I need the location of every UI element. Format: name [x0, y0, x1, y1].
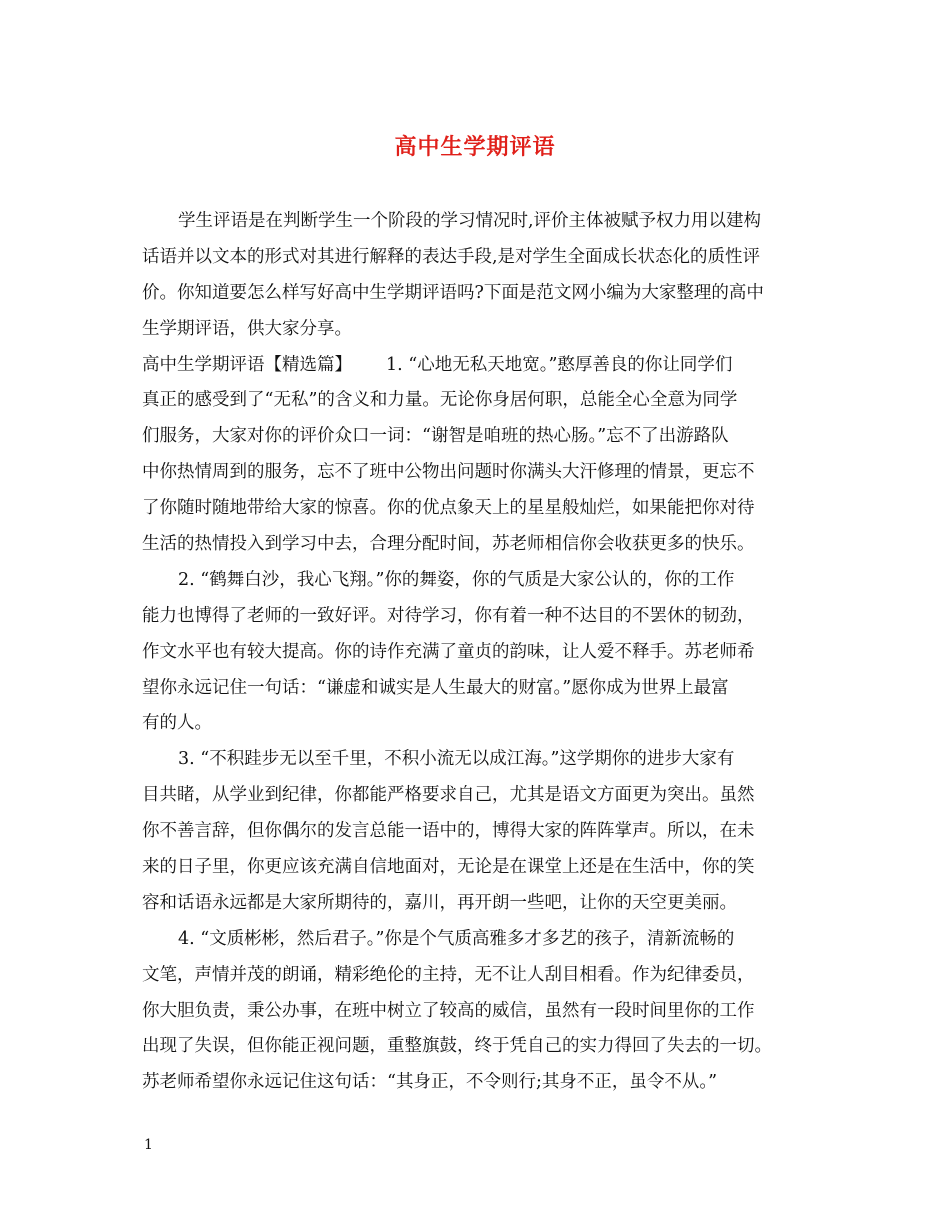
paragraph-line: 有的人。 — [142, 713, 212, 734]
paragraph-line: 苏老师希望你永远记住这句话：“其身正，不令则行;其身不正，虽令不从。” — [142, 1072, 718, 1093]
paragraph-line: 了你随时随地带给大家的惊喜。你的优点象天上的星星般灿烂，如果能把你对待 — [142, 498, 755, 519]
page-number: 1 — [144, 1137, 153, 1153]
section-heading-line — [142, 348, 822, 384]
paragraph-line: 价。你知道要怎么样写好高中生学期评语吗?下面是范文网小编为大家整理的高中 — [142, 282, 764, 303]
section-heading: 高中生学期评语【精选篇】 — [142, 354, 352, 375]
paragraph-line: 真正的感受到了“无私”的含义和力量。无论你身居何职，总能全心全意为同学 — [142, 390, 738, 411]
paragraph-line: 们服务，大家对你的评价众口一词：“谢智是咱班的热心肠。”忘不了出游路队 — [142, 426, 729, 447]
paragraph-line: 2. “鹤舞白沙，我心飞翔。”你的舞姿，你的气质是大家公认的，你的工作 — [178, 569, 735, 590]
paragraph-line: 出现了失误，但你能正视问题，重整旗鼓，终于凭自己的实力得回了失去的一切。 — [142, 1036, 772, 1057]
document-title: 高中生学期评语 — [394, 135, 556, 160]
paragraph-line: 中你热情周到的服务，忘不了班中公物出问题时你满头大汗修理的情景，更忘不 — [142, 462, 755, 483]
paragraph-line: 文笔，声情并茂的朗诵，精彩绝伦的主持，无不让人刮目相看。作为纪律委员， — [142, 964, 755, 985]
paragraph-line: 4. “文质彬彬，然后君子。”你是个气质高雅多才多艺的孩子，清新流畅的 — [178, 928, 735, 949]
paragraph-line: 来的日子里，你更应该充满自信地面对，无论是在课堂上还是在生活中，你的笑 — [142, 857, 755, 878]
paragraph-line: 作文水平也有较大提高。你的诗作充满了童贞的韵味，让人爱不释手。苏老师希 — [142, 641, 755, 662]
paragraph-line: 学生评语是在判断学生一个阶段的学习情况时,评价主体被赋予权力用以建构 — [178, 211, 762, 231]
document-body — [142, 204, 822, 1101]
paragraph-line: 生学期评语，供大家分享。 — [142, 318, 352, 339]
paragraph-line: 你大胆负责，秉公办事，在班中树立了较高的威信，虽然有一段时间里你的工作 — [142, 1000, 755, 1021]
paragraph-line: 3. “不积跬步无以至千里，不积小流无以成江海。”这学期你的进步大家有 — [178, 749, 735, 770]
paragraph-line: 话语并以文本的形式对其进行解释的表达手段,是对学生全面成长状态化的质性评 — [142, 246, 761, 267]
item-1-start: 1. “心地无私天地宽。”憨厚善良的你让同学们 — [386, 354, 733, 375]
paragraph-line: 容和话语永远都是大家所期待的，嘉川，再开朗一些吧，让你的天空更美丽。 — [142, 892, 737, 913]
paragraph-line: 望你永远记住一句话：“谦虚和诚实是人生最大的财富。”愿你成为世界上最富 — [142, 677, 729, 698]
paragraph-line: 你不善言辞，但你偶尔的发言总能一语中的，博得大家的阵阵掌声。所以，在未 — [142, 821, 755, 842]
paragraph-line: 能力也博得了老师的一致好评。对待学习，你有着一种不达目的不罢休的韧劲， — [142, 605, 755, 626]
paragraph-line: 目共睹，从学业到纪律，你都能严格要求自己，尤其是语文方面更为突出。虽然 — [142, 785, 755, 806]
paragraph-line: 生活的热情投入到学习中去，合理分配时间，苏老师相信你会收获更多的快乐。 — [142, 534, 755, 555]
